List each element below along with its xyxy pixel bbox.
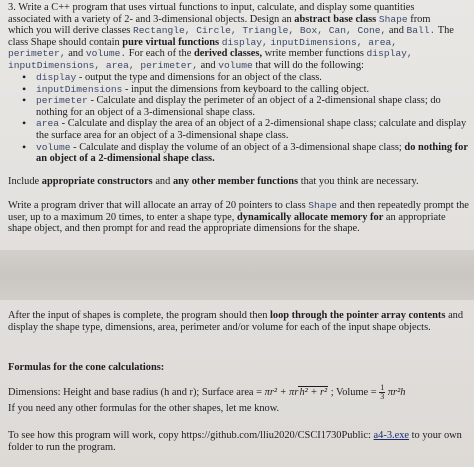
page-fold-gap xyxy=(0,250,474,300)
list-item: • display - output the type and dimensions for an object of the class. xyxy=(8,72,470,84)
intro-paragraph: 3. Write a C++ program that uses virtual functions to input, calculate, and display some quantities associated with a variety of 2- and 3-dimensional objects. Design an abstract base class Shape from which you will derive classes Rectangle, Circle, Triangle, Box, Can, Cone, and Ball. The class Shape should contain pure virtual functions display, inputDimensions, area, perimeter, and volume. For each of the derived classes, write member functions display, inputDimensions, area, perimeter, and volume that will do the following: xyxy=(8,2,454,71)
include-line: Include appropriate constructors and any other member functions that you think are necessary. xyxy=(8,176,419,187)
exe-link[interactable]: a4-3.exe xyxy=(373,430,410,441)
problem-number: 3. xyxy=(8,2,16,13)
list-item: • inputDimensions - input the dimensions from keyboard to the calling object. xyxy=(8,84,470,96)
list-item: • volume - Calculate and display the volume of an object of a 3-dimensional shape class; do nothing for an object of a 2-dimensional shape class. xyxy=(8,142,470,165)
driver-paragraph: Write a program driver that will allocate an array of 20 pointers to class Shape and then repeatedly prompt the user, up to a maximum 20 times, to enter a shape type, dynamically allocate memory for an appropriate shape object, and then prompt for and read the appropriate dimensions for the shape. xyxy=(8,200,469,235)
formula-line: Dimensions: Height and base radius (h and r); Surface area = πr² + πrh² + r² ; Volume = $\frac{1}{3}$ πr²h xyxy=(8,383,406,401)
list-item: • area - Calculate and display the area of an object of a 2-dimensional shape class; calculate and display the surface area for an object of a 3-dimensional shape class. xyxy=(8,118,470,141)
after-paragraph: After the input of shapes is complete, the program should then loop through the pointer array contents and display the shape type, dimensions, area, perimeter and/or volume for each of the input shape objects. xyxy=(8,310,464,333)
see-paragraph: To see how this program will work, copy https://github.com/lliu2020/CSCI1730Public: a4-3.exe to your own folder to run the program. xyxy=(8,430,462,453)
list-item: • perimeter - Calculate and display the perimeter of an object of a 2-dimensional shape class; do nothing for an object of a 3-dimensional shape class. xyxy=(8,95,470,118)
fraction: $\frac{1}{3}$ xyxy=(380,383,385,401)
formulas-heading: Formulas for the cone calculations: xyxy=(8,362,165,373)
member-function-list xyxy=(8,72,470,165)
other-formulas-note: If you need any other formulas for the other shapes, let me know. xyxy=(8,403,280,414)
